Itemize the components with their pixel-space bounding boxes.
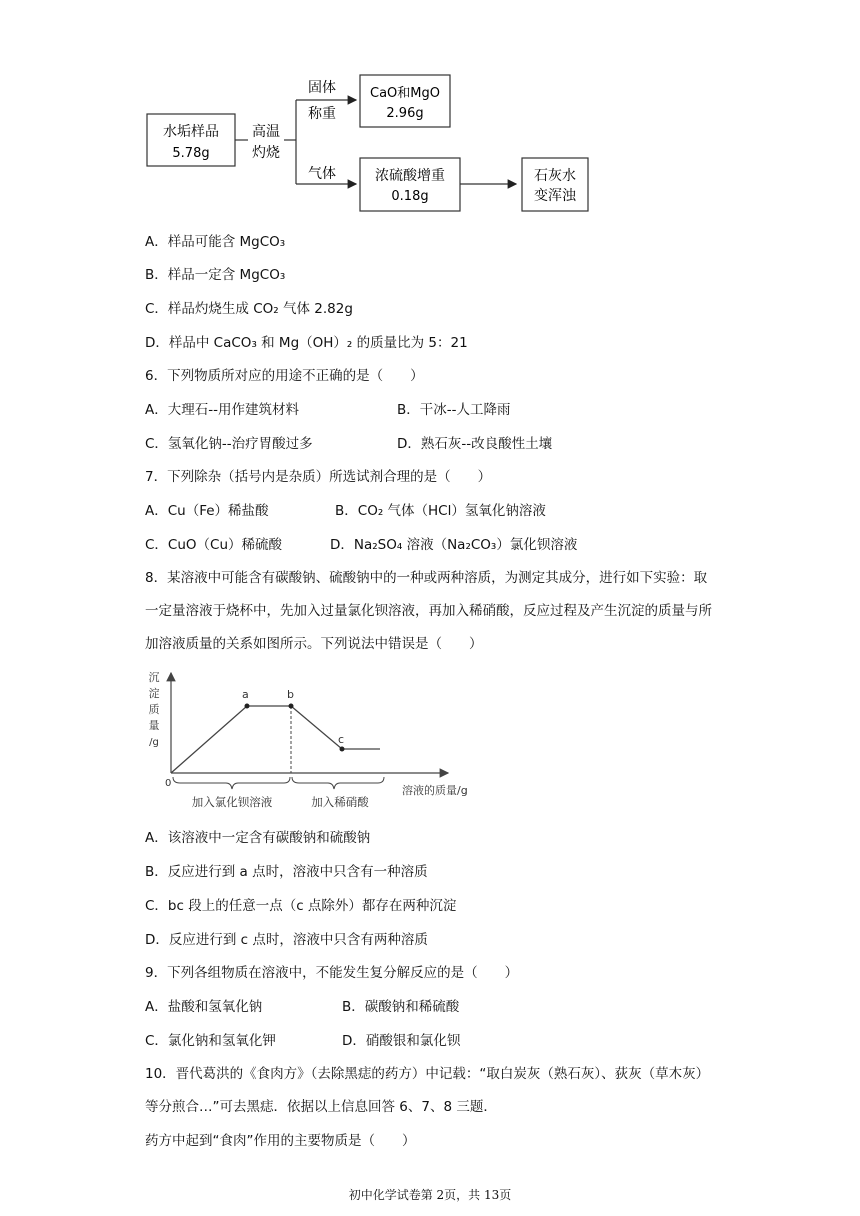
point-c-label: c	[338, 733, 345, 746]
point-a-label: a	[242, 688, 249, 701]
x-axis-label: 溶液的质量/g	[402, 784, 468, 797]
q8-stem: 8．某溶液中可能含有碳酸钠、硫酸钠中的一种或两种溶质，为测定其成分，进行如下实验：取一定量溶液于烧杯中，先加入过量氯化钡溶液，再加入稀硝酸，反应过程及产生沉淀的质量与所加溶液质量的关系如图所示。下列说法中错误是（ ）	[145, 570, 712, 652]
brace-stage-1	[173, 777, 290, 789]
q6-option-b: B．干冰--人工降雨	[397, 402, 511, 418]
point-a	[245, 704, 250, 709]
q6-option-a: A．大理石--用作建筑材料	[145, 402, 299, 418]
gas-label: 气体	[308, 166, 336, 182]
limewater-label-2: 变浑浊	[534, 188, 576, 204]
q5-option-b: B．样品一定含 MgCO₃	[145, 267, 286, 283]
q9-option-b: B．碳酸钠和稀硫酸	[342, 999, 460, 1015]
y-label-4: 量	[148, 719, 160, 732]
stage-2-label: 加入稀硝酸	[311, 795, 369, 809]
experiment-flowchart	[0, 0, 860, 230]
stage-1-label: 加入氯化钡溶液	[191, 795, 273, 809]
y-label-1: 沉	[148, 671, 160, 684]
point-b-label: b	[287, 688, 294, 701]
q7-option-c: C．CuO（Cu）稀硫酸	[145, 537, 283, 553]
brace-stage-2	[292, 777, 384, 789]
page-footer: 初中化学试卷第 2页，共 13页	[348, 1188, 512, 1202]
q8-option-b: B．反应进行到 a 点时，溶液中只含有一种溶质	[145, 864, 428, 880]
origin-label: 0	[165, 778, 172, 789]
limewater-label-1: 石灰水	[534, 168, 576, 184]
sample-mass: 5.78g	[172, 146, 210, 161]
y-label-2: 淀	[148, 687, 160, 700]
q8-option-a: A．该溶液中一定含有碳酸钠和硫酸钠	[145, 830, 371, 846]
precipitate-graph	[140, 665, 480, 815]
q7-option-d: D．Na₂SO₄ 溶液（Na₂CO₃）氯化钡溶液	[330, 537, 578, 553]
q6-option-d: D．熟石灰--改良酸性土壤	[397, 436, 553, 452]
q10-subquestion: 药方中起到“食肉”作用的主要物质是（ ）	[145, 1133, 416, 1149]
solid-product: CaO和MgO	[370, 86, 440, 101]
precipitate-curve	[171, 706, 380, 773]
solid-mass: 2.96g	[386, 106, 424, 121]
q5-option-d: D．样品中 CaCO₃ 和 Mg（OH）₂ 的质量比为 5：21	[145, 335, 468, 351]
q9-option-d: D．硝酸银和氯化钡	[342, 1033, 461, 1049]
q7-option-b: B．CO₂ 气体（HCl）氢氧化钠溶液	[335, 503, 546, 519]
q6-option-c: C．氢氧化钠--治疗胃酸过多	[145, 436, 313, 452]
q9-option-c: C．氯化钠和氢氧化钾	[145, 1033, 276, 1049]
q6-stem: 6．下列物质所对应的用途不正确的是（ ）	[145, 368, 424, 384]
q7-option-a: A．Cu（Fe）稀盐酸	[145, 503, 269, 519]
process-label-2: 灼烧	[252, 145, 280, 161]
q8-option-d: D．反应进行到 c 点时，溶液中只含有两种溶质	[145, 932, 428, 948]
q8-option-c: C．bc 段上的任意一点（c 点除外）都存在两种沉淀	[145, 898, 457, 914]
q5-option-a: A．样品可能含 MgCO₃	[145, 234, 286, 250]
y-label-5: /g	[149, 737, 159, 748]
point-b	[289, 704, 294, 709]
q9-option-a: A．盐酸和氢氧化钠	[145, 999, 263, 1015]
acid-gain-label: 浓硫酸增重	[375, 168, 445, 184]
solid-label-2: 称重	[308, 106, 336, 122]
q9-stem: 9．下列各组物质在溶液中，不能发生复分解反应的是（ ）	[145, 965, 519, 981]
y-label-3: 质	[148, 703, 160, 716]
q7-stem: 7．下列除杂（括号内是杂质）所选试剂合理的是（ ）	[145, 469, 492, 485]
solid-label-1: 固体	[308, 80, 336, 96]
point-c	[340, 747, 345, 752]
q10-stem: 10．晋代葛洪的《食肉方》（去除黑痣的药方）中记载：“取白炭灰（熟石灰）、荻灰（草木灰）等分煎合…”可去黑痣．依据以上信息回答 6、7、8 三题．	[145, 1066, 710, 1115]
sample-label: 水垢样品	[163, 124, 219, 140]
acid-gain-mass: 0.18g	[391, 189, 429, 204]
process-label-1: 高温	[252, 124, 280, 140]
q5-option-c: C．样品灼烧生成 CO₂ 气体 2.82g	[145, 301, 353, 317]
